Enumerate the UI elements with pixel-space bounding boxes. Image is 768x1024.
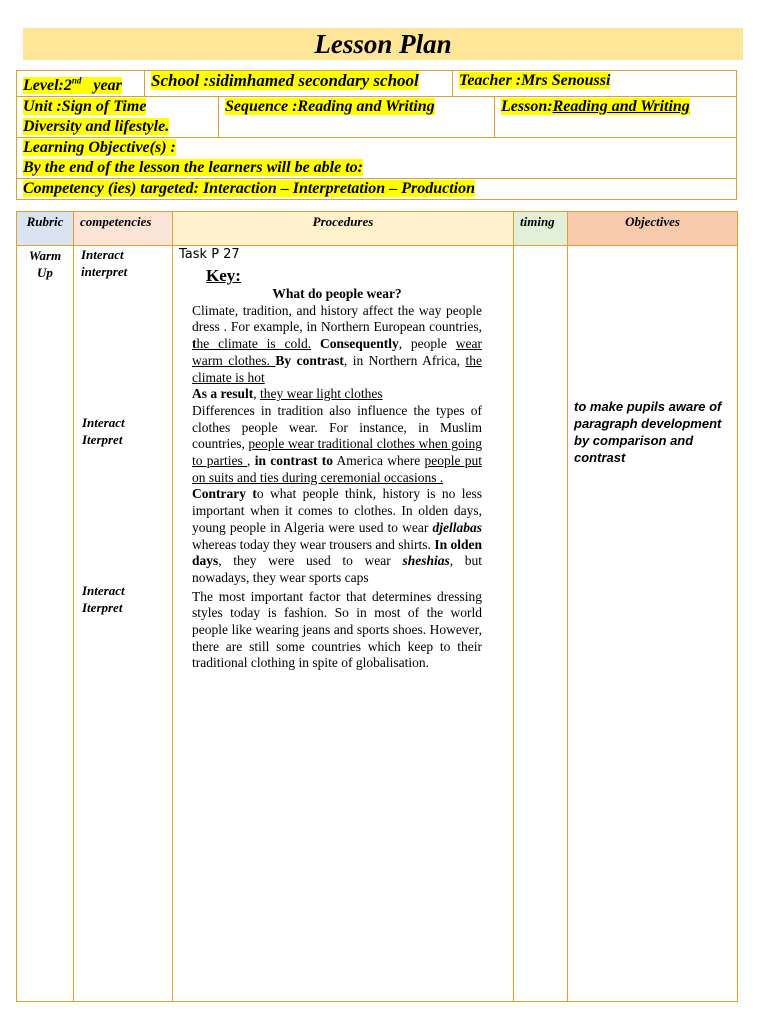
level-label: Level:2 — [23, 77, 72, 95]
paragraph-1 — [192, 303, 482, 403]
objective-cell — [17, 138, 737, 179]
competencies-cell — [74, 246, 173, 1002]
p1-d: Consequently — [319, 336, 399, 352]
level-year: year — [93, 77, 122, 95]
sequence-text: Sequence :Reading and Writing — [225, 98, 435, 116]
p3-h: , but nowadays, they wear sports caps — [192, 553, 482, 585]
info-row-1 — [17, 71, 737, 97]
p3-b: o what people think, history is no less important when it comes to clothes. In olden days, young people in Algeria were used to wear — [192, 486, 483, 535]
p2-d: in contrast to — [254, 453, 333, 469]
key-label: Key: — [206, 266, 241, 285]
competency-1-line-2: interpret — [81, 264, 128, 279]
header-procedures: Procedures — [173, 212, 514, 246]
rubric-cell — [17, 246, 74, 1002]
p1-l: they wear light clothes — [260, 386, 383, 402]
p2-f: people put on suits and ties during ceremonial occasions . — [192, 453, 482, 485]
info-table — [16, 70, 737, 200]
p1-c: he climate is cold. — [196, 336, 312, 352]
p3-a: Contrary t — [192, 486, 257, 502]
header-objectives: Objectives — [568, 212, 738, 246]
competency-cell — [17, 179, 737, 200]
sequence-cell — [219, 97, 495, 138]
p1-b: t — [192, 336, 197, 352]
p2-c: , — [247, 453, 255, 469]
timing-cell — [514, 246, 568, 1002]
p3-c: djellabas — [432, 519, 482, 535]
p1-h: , in Northern Africa, — [343, 352, 466, 368]
unit-line-2: Diversity and lifestyle. — [23, 118, 170, 136]
header-competencies: competencies — [74, 212, 173, 246]
p2-e: America where — [332, 453, 425, 469]
competency-2-line-1: Interact — [82, 415, 125, 430]
header-timing — [514, 212, 568, 246]
p3-e: In olden days — [192, 536, 482, 569]
procedures-cell — [173, 246, 514, 1002]
unit-cell — [17, 97, 219, 138]
lesson-cell — [495, 97, 737, 138]
title-bar — [23, 28, 743, 60]
objective-label: Learning Objective(s) : — [23, 139, 176, 157]
school-cell — [145, 71, 453, 97]
rubric-text: Warm Up — [28, 248, 62, 280]
lesson-value: Reading and Writing — [552, 98, 690, 116]
competency-2-line-2: Iterpret — [82, 432, 123, 447]
procedure-table — [16, 211, 738, 1002]
competency-1 — [81, 246, 127, 280]
competency-3-line-2: Iterpret — [82, 600, 123, 615]
p1-a: Climate, tradition, and history affect the way people dress . For example, in Northern European countries, — [192, 302, 482, 335]
p2-b: people wear traditional clothes when going to parties — [192, 436, 482, 469]
p3-g: sheshias — [402, 553, 450, 569]
p3-d: whereas today they wear trousers and shirts. — [192, 536, 435, 552]
paragraph-4: The most important factor that determines dressing styles today is fashion. So in most of the world people like wearing jeans and sports shoes. However, there are still some countries which keep to their traditional clothing in spite of globalisation. — [192, 588, 482, 671]
competency-3-line-1: Interact — [82, 583, 125, 598]
competency-2 — [82, 414, 125, 448]
teacher-cell — [453, 71, 737, 97]
info-row-3 — [17, 138, 737, 179]
p2-a: Differences in tradition also influence the types of clothes people wear. For instance, in Muslim countries, — [192, 402, 482, 452]
header-rubric: Rubric — [17, 212, 74, 246]
school-text: School :sidimhamed secondary school — [151, 71, 419, 90]
paragraph-3 — [192, 486, 482, 586]
teacher-text: Teacher :Mrs Senoussi — [459, 72, 611, 89]
competency-text: Competency (ies) targeted: Interaction – Interpretation – Production — [23, 180, 475, 198]
question-heading: What do people wear? — [272, 286, 402, 301]
p1-i: the climate is hot — [192, 352, 482, 385]
objective-text: By the end of the lesson the learners will be able to: — [23, 159, 363, 177]
info-row-2 — [17, 97, 737, 138]
lesson-label: Lesson: — [501, 98, 553, 116]
task-label: Task P 27 — [179, 247, 240, 262]
info-row-4 — [17, 179, 737, 200]
unit-line-1: Unit :Sign of Time — [23, 98, 147, 116]
competency-1-line-1: Interact — [81, 247, 124, 262]
reading-text — [192, 286, 482, 672]
p1-e: , people — [398, 336, 456, 352]
header-timing-text: timing — [520, 214, 555, 229]
objectives-cell — [568, 246, 738, 1002]
paragraph-2 — [192, 403, 482, 487]
page-title: Lesson Plan — [314, 29, 452, 59]
level-sup: nd — [71, 76, 82, 86]
competency-3 — [82, 582, 125, 616]
level-cell — [17, 71, 145, 97]
p3-f: , they were used to wear — [218, 553, 403, 569]
p1-k: , — [253, 386, 261, 402]
p1-g: By contrast — [275, 352, 344, 368]
warmup-row — [17, 246, 738, 1002]
header-row — [17, 212, 738, 246]
p1-f: wear warm clothes. — [192, 336, 482, 368]
p1-j: As a result — [192, 386, 254, 402]
objective-text: to make pupils aware of paragraph development by comparison and contrast — [574, 399, 722, 465]
